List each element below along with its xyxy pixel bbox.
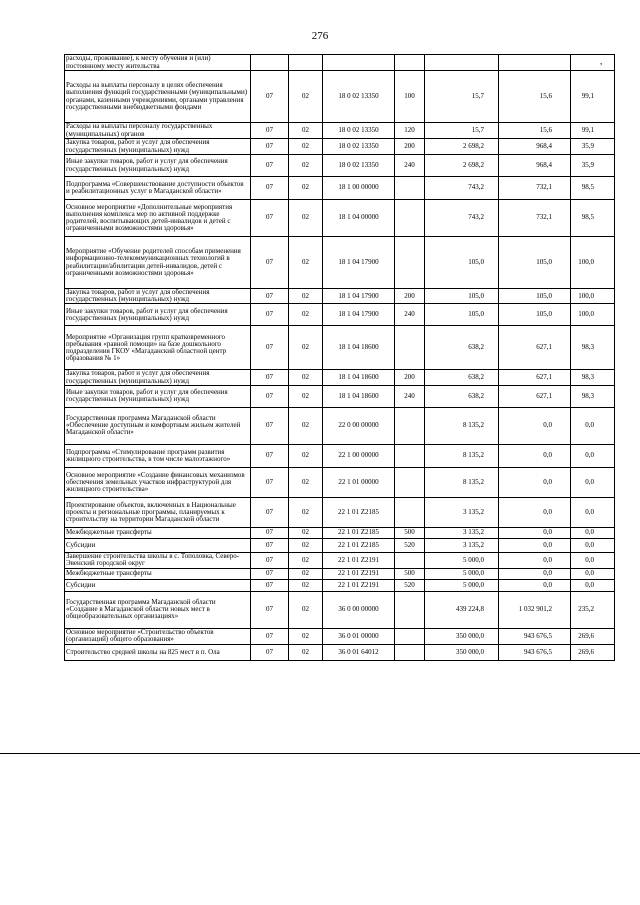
percent-cell: 0,0 — [571, 467, 615, 497]
planned-amount-cell: 2 698,2 — [425, 139, 499, 155]
executed-amount-cell: 15,6 — [499, 71, 571, 123]
planned-amount-cell: 5 000,0 — [425, 552, 499, 568]
percent-cell: 0,0 — [571, 444, 615, 467]
section-cell: 07 — [251, 200, 289, 237]
subsection-cell: 02 — [289, 644, 323, 660]
planned-amount-cell: 350 000,0 — [425, 644, 499, 660]
subsection-cell: 02 — [289, 467, 323, 497]
target-code-cell — [323, 55, 395, 71]
executed-amount-cell: 0,0 — [499, 568, 571, 579]
table-row — [65, 591, 615, 628]
subsection-cell: 02 — [289, 407, 323, 444]
planned-amount-cell: 439 224,8 — [425, 591, 499, 628]
subsection-cell: 02 — [289, 385, 323, 407]
subsection-cell: 02 — [289, 200, 323, 237]
target-code-cell: 36 0 01 64012 — [323, 644, 395, 660]
row-name-cell: Основное мероприятие «Создание финансовых механизмов обеспечения земельных участков инфраструктурой для жилищного строительства» — [65, 467, 251, 497]
subsection-cell — [289, 55, 323, 71]
table-row — [65, 370, 615, 385]
row-name-cell: Расходы на выплаты персоналу государственных (муниципальных) органов — [65, 123, 251, 139]
section-cell: 07 — [251, 139, 289, 155]
expense-type-cell: 240 — [395, 155, 425, 177]
percent-cell: 100,0 — [571, 237, 615, 289]
row-name-cell: Подпрограмма «Стимулирование программ развития жилищного строительства, в том числе малоэтажного» — [65, 444, 251, 467]
executed-amount-cell: 627,1 — [499, 370, 571, 385]
executed-amount-cell: 1 032 901,2 — [499, 591, 571, 628]
planned-amount-cell: 743,2 — [425, 177, 499, 200]
executed-amount-cell: 627,1 — [499, 385, 571, 407]
target-code-cell: 18 1 04 17900 — [323, 237, 395, 289]
subsection-cell: 02 — [289, 177, 323, 200]
subsection-cell: 02 — [289, 289, 323, 304]
table-row — [65, 139, 615, 155]
table-row — [65, 407, 615, 444]
section-cell: 07 — [251, 628, 289, 644]
percent-cell: 98,3 — [571, 385, 615, 407]
subsection-cell: 02 — [289, 591, 323, 628]
table-row — [65, 444, 615, 467]
row-name-cell: Государственная программа Магаданской области «Обеспечение доступным и комфортным жильем жителей Магаданской области» — [65, 407, 251, 444]
expense-type-cell — [395, 591, 425, 628]
target-code-cell: 36 0 01 00000 — [323, 628, 395, 644]
executed-amount-cell: 0,0 — [499, 407, 571, 444]
expense-type-cell — [395, 444, 425, 467]
target-code-cell: 22 1 01 Z2185 — [323, 527, 395, 538]
subsection-cell: 02 — [289, 497, 323, 527]
table-row — [65, 55, 615, 71]
table-row — [65, 552, 615, 568]
footer-rule — [0, 753, 640, 754]
expense-type-cell — [395, 497, 425, 527]
expense-type-cell — [395, 467, 425, 497]
table-row — [65, 237, 615, 289]
planned-amount-cell: 8 135,2 — [425, 467, 499, 497]
target-code-cell: 22 1 01 Z2185 — [323, 538, 395, 552]
expense-type-cell: 120 — [395, 123, 425, 139]
row-name-cell: Расходы на выплаты персоналу в целях обеспечения выполнения функций государственными (муниципальными) органами, казенными учреждениями, органами управления государственными внебюджетными фондами — [65, 71, 251, 123]
table-row — [65, 304, 615, 326]
subsection-cell: 02 — [289, 139, 323, 155]
executed-amount-cell: 105,0 — [499, 237, 571, 289]
executed-amount-cell: 0,0 — [499, 538, 571, 552]
percent-cell: 35,9 — [571, 139, 615, 155]
row-name-cell: Закупка товаров, работ и услуг для обеспечения государственных (муниципальных) нужд — [65, 139, 251, 155]
planned-amount-cell: 638,2 — [425, 370, 499, 385]
target-code-cell: 18 1 04 18600 — [323, 370, 395, 385]
subsection-cell: 02 — [289, 304, 323, 326]
expense-type-cell: 200 — [395, 139, 425, 155]
percent-cell: 0,0 — [571, 527, 615, 538]
target-code-cell: 18 1 04 18600 — [323, 326, 395, 370]
target-code-cell: 22 1 01 00000 — [323, 467, 395, 497]
executed-amount-cell: 105,0 — [499, 304, 571, 326]
section-cell: 07 — [251, 538, 289, 552]
row-name-cell: Закупка товаров, работ и услуг для обеспечения государственных (муниципальных) нужд — [65, 370, 251, 385]
planned-amount-cell: 8 135,2 — [425, 444, 499, 467]
expense-type-cell — [395, 177, 425, 200]
table-row — [65, 155, 615, 177]
subsection-cell: 02 — [289, 444, 323, 467]
target-code-cell: 22 1 01 Z2191 — [323, 552, 395, 568]
section-cell: 07 — [251, 304, 289, 326]
table-body — [65, 55, 615, 661]
subsection-cell: 02 — [289, 628, 323, 644]
subsection-cell: 02 — [289, 123, 323, 139]
planned-amount-cell: 638,2 — [425, 326, 499, 370]
percent-cell: 0,0 — [571, 497, 615, 527]
executed-amount-cell: 627,1 — [499, 326, 571, 370]
subsection-cell: 02 — [289, 527, 323, 538]
percent-cell — [571, 55, 615, 71]
section-cell: 07 — [251, 71, 289, 123]
executed-amount-cell — [499, 55, 571, 71]
target-code-cell: 22 1 00 00000 — [323, 444, 395, 467]
planned-amount-cell: 350 000,0 — [425, 628, 499, 644]
subsection-cell: 02 — [289, 326, 323, 370]
target-code-cell: 18 1 04 00000 — [323, 200, 395, 237]
executed-amount-cell: 0,0 — [499, 444, 571, 467]
target-code-cell: 22 1 01 Z2191 — [323, 568, 395, 579]
expense-type-cell: 200 — [395, 289, 425, 304]
row-name-cell: Мероприятие «Организация групп кратковременного пребывания «равной помощи» на базе дошкольного подразделения ГКОУ «Магаданский областной центр образования № 1» — [65, 326, 251, 370]
percent-cell: 100,0 — [571, 289, 615, 304]
target-code-cell: 18 0 02 13350 — [323, 139, 395, 155]
section-cell: 07 — [251, 385, 289, 407]
row-name-cell: Межбюджетные трансферты — [65, 527, 251, 538]
subsection-cell: 02 — [289, 71, 323, 123]
planned-amount-cell: 15,7 — [425, 71, 499, 123]
target-code-cell: 18 0 02 13350 — [323, 71, 395, 123]
expense-type-cell: 240 — [395, 385, 425, 407]
percent-cell: 35,9 — [571, 155, 615, 177]
expense-type-cell — [395, 237, 425, 289]
row-name-cell: Строительство средней школы на 825 мест в п. Ола — [65, 644, 251, 660]
expense-type-cell: 520 — [395, 538, 425, 552]
subsection-cell: 02 — [289, 237, 323, 289]
percent-cell: 98,5 — [571, 200, 615, 237]
expense-type-cell: 100 — [395, 71, 425, 123]
percent-cell: 100,0 — [571, 304, 615, 326]
table-row — [65, 538, 615, 552]
executed-amount-cell: 968,4 — [499, 139, 571, 155]
executed-amount-cell: 105,0 — [499, 289, 571, 304]
row-name-cell: Основное мероприятие «Строительство объектов (организаций) общего образования» — [65, 628, 251, 644]
section-cell: 07 — [251, 237, 289, 289]
expense-type-cell — [395, 407, 425, 444]
section-cell: 07 — [251, 123, 289, 139]
row-name-cell: Иные закупки товаров, работ и услуг для обеспечения государственных (муниципальных) нужд — [65, 385, 251, 407]
table-row — [65, 579, 615, 591]
planned-amount-cell: 5 000,0 — [425, 579, 499, 591]
planned-amount-cell: 105,0 — [425, 289, 499, 304]
planned-amount-cell: 3 135,2 — [425, 527, 499, 538]
section-cell: 07 — [251, 527, 289, 538]
table-row — [65, 289, 615, 304]
section-cell: 07 — [251, 177, 289, 200]
table-row — [65, 467, 615, 497]
expense-type-cell: 240 — [395, 304, 425, 326]
corner-mark: , — [600, 56, 603, 66]
executed-amount-cell: 968,4 — [499, 155, 571, 177]
table-row — [65, 644, 615, 660]
target-code-cell: 18 1 04 17900 — [323, 289, 395, 304]
target-code-cell: 22 0 00 00000 — [323, 407, 395, 444]
table-row — [65, 385, 615, 407]
section-cell — [251, 55, 289, 71]
section-cell: 07 — [251, 579, 289, 591]
planned-amount-cell: 5 000,0 — [425, 568, 499, 579]
percent-cell: 269,6 — [571, 644, 615, 660]
subsection-cell: 02 — [289, 552, 323, 568]
section-cell: 07 — [251, 644, 289, 660]
table-row — [65, 123, 615, 139]
expense-type-cell — [395, 644, 425, 660]
subsection-cell: 02 — [289, 538, 323, 552]
row-name-cell: Иные закупки товаров, работ и услуг для обеспечения государственных (муниципальных) нужд — [65, 155, 251, 177]
planned-amount-cell: 3 135,2 — [425, 497, 499, 527]
subsection-cell: 02 — [289, 155, 323, 177]
percent-cell: 0,0 — [571, 552, 615, 568]
planned-amount-cell — [425, 55, 499, 71]
expense-type-cell: 200 — [395, 370, 425, 385]
section-cell: 07 — [251, 370, 289, 385]
subsection-cell: 02 — [289, 579, 323, 591]
executed-amount-cell: 0,0 — [499, 497, 571, 527]
table-row — [65, 177, 615, 200]
row-name-cell: Проектирование объектов, включенных в Национальные проекты и региональные программы, планируемых к строительству на территории Магаданской области — [65, 497, 251, 527]
row-name-cell: Завершение строительства школы в с. Тополовка, Северо-Эвенский городской округ — [65, 552, 251, 568]
section-cell: 07 — [251, 289, 289, 304]
percent-cell: 0,0 — [571, 407, 615, 444]
row-name-cell: Мероприятие «Обучение родителей способам применения информационно-телекоммуникационных технологий в реабилитации/абилитации детей-инвалидов, детей с ограниченными возможностями здоровья» — [65, 237, 251, 289]
expense-type-cell — [395, 628, 425, 644]
percent-cell: 99,1 — [571, 71, 615, 123]
table-row — [65, 200, 615, 237]
row-name-cell: Подпрограмма «Совершенствование доступности объектов и реабилитационных услуг в Магаданской области» — [65, 177, 251, 200]
percent-cell: 0,0 — [571, 538, 615, 552]
row-name-cell: Субсидии — [65, 579, 251, 591]
section-cell: 07 — [251, 497, 289, 527]
target-code-cell: 22 1 01 Z2191 — [323, 579, 395, 591]
percent-cell: 0,0 — [571, 568, 615, 579]
budget-table — [64, 54, 615, 661]
percent-cell: 235,2 — [571, 591, 615, 628]
expense-type-cell: 500 — [395, 527, 425, 538]
row-name-cell: Межбюджетные трансферты — [65, 568, 251, 579]
section-cell: 07 — [251, 552, 289, 568]
executed-amount-cell: 943 676,5 — [499, 644, 571, 660]
table-row — [65, 71, 615, 123]
target-code-cell: 36 0 00 00000 — [323, 591, 395, 628]
table-row — [65, 527, 615, 538]
expense-type-cell — [395, 200, 425, 237]
target-code-cell: 18 1 04 17900 — [323, 304, 395, 326]
row-name-cell: Иные закупки товаров, работ и услуг для обеспечения государственных (муниципальных) нужд — [65, 304, 251, 326]
section-cell: 07 — [251, 444, 289, 467]
expense-type-cell — [395, 55, 425, 71]
expense-type-cell — [395, 552, 425, 568]
table-row — [65, 568, 615, 579]
section-cell: 07 — [251, 407, 289, 444]
table-row — [65, 497, 615, 527]
executed-amount-cell: 15,6 — [499, 123, 571, 139]
planned-amount-cell: 8 135,2 — [425, 407, 499, 444]
planned-amount-cell: 638,2 — [425, 385, 499, 407]
percent-cell: 269,6 — [571, 628, 615, 644]
target-code-cell: 18 1 04 18600 — [323, 385, 395, 407]
row-name-cell: Субсидии — [65, 538, 251, 552]
expense-type-cell: 520 — [395, 579, 425, 591]
row-name-cell: Основное мероприятие «Дополнительные мероприятия выполнения комплекса мер по активной поддержке родителей, воспитывающих детей-инвалидов и детей с ограниченными возможностями здоровья» — [65, 200, 251, 237]
planned-amount-cell: 2 698,2 — [425, 155, 499, 177]
section-cell: 07 — [251, 155, 289, 177]
executed-amount-cell: 0,0 — [499, 527, 571, 538]
percent-cell: 98,3 — [571, 370, 615, 385]
row-name-cell: Государственная программа Магаданской области «Создание в Магаданской области новых мест в общеобразовательных организациях» — [65, 591, 251, 628]
table-row — [65, 326, 615, 370]
target-code-cell: 22 1 01 Z2185 — [323, 497, 395, 527]
page-number: 276 — [311, 30, 329, 42]
subsection-cell: 02 — [289, 370, 323, 385]
executed-amount-cell: 0,0 — [499, 552, 571, 568]
executed-amount-cell: 732,1 — [499, 177, 571, 200]
planned-amount-cell: 105,0 — [425, 304, 499, 326]
planned-amount-cell: 105,0 — [425, 237, 499, 289]
section-cell: 07 — [251, 326, 289, 370]
subsection-cell: 02 — [289, 568, 323, 579]
target-code-cell: 18 0 02 13350 — [323, 155, 395, 177]
target-code-cell: 18 1 00 00000 — [323, 177, 395, 200]
percent-cell: 98,3 — [571, 326, 615, 370]
planned-amount-cell: 743,2 — [425, 200, 499, 237]
percent-cell: 98,5 — [571, 177, 615, 200]
section-cell: 07 — [251, 568, 289, 579]
planned-amount-cell: 15,7 — [425, 123, 499, 139]
row-name-cell: Закупка товаров, работ и услуг для обеспечения государственных (муниципальных) нужд — [65, 289, 251, 304]
percent-cell: 99,1 — [571, 123, 615, 139]
target-code-cell: 18 0 02 13350 — [323, 123, 395, 139]
section-cell: 07 — [251, 467, 289, 497]
section-cell: 07 — [251, 591, 289, 628]
table-row — [65, 628, 615, 644]
executed-amount-cell: 0,0 — [499, 467, 571, 497]
expense-type-cell: 500 — [395, 568, 425, 579]
executed-amount-cell: 943 676,5 — [499, 628, 571, 644]
percent-cell: 0,0 — [571, 579, 615, 591]
executed-amount-cell: 732,1 — [499, 200, 571, 237]
executed-amount-cell: 0,0 — [499, 579, 571, 591]
planned-amount-cell: 3 135,2 — [425, 538, 499, 552]
expense-type-cell — [395, 326, 425, 370]
row-name-cell: расходы, проживание), к месту обучения и (или) постоянному месту жительства — [65, 55, 251, 71]
